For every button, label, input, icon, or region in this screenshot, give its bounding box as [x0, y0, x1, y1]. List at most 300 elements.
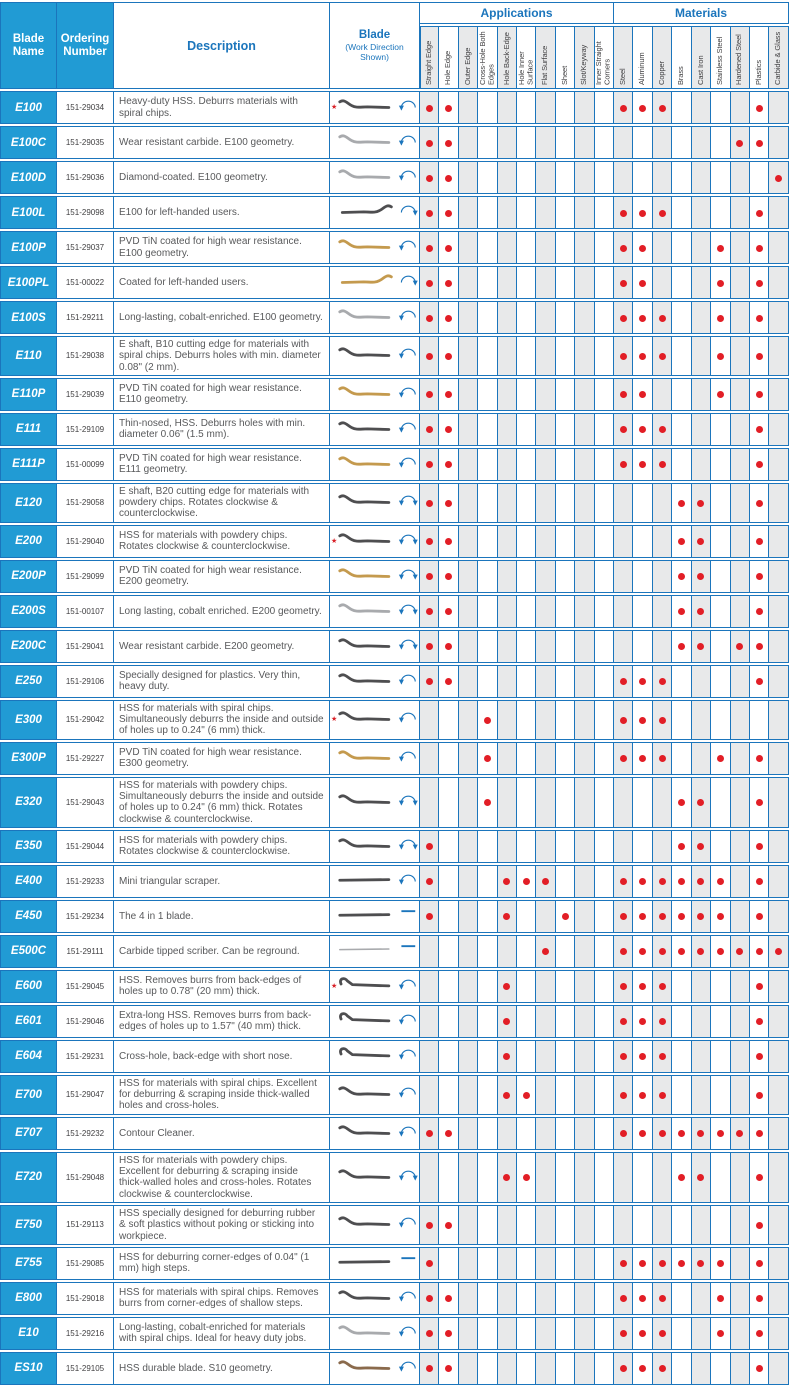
material-cell [653, 231, 672, 264]
applicability-dot-icon [678, 948, 685, 955]
blade-name-header: Blade Name [0, 2, 57, 89]
blade-row [0, 413, 789, 446]
material-cell [731, 126, 750, 159]
application-cell [575, 700, 594, 740]
material-cell [653, 935, 672, 968]
application-cell [420, 448, 439, 481]
applicability-dot-icon [620, 1295, 627, 1302]
applicability-dot-icon [659, 1130, 666, 1137]
applicability-dot-icon [639, 105, 646, 112]
material-cell [731, 830, 750, 863]
material-cell [653, 448, 672, 481]
material-cell [633, 742, 652, 775]
application-cell [439, 742, 458, 775]
application-cell [517, 865, 536, 898]
applicability-dot-icon [620, 461, 627, 468]
blade-row [0, 378, 789, 411]
applicability-dot-icon [659, 678, 666, 685]
material-cell [653, 1075, 672, 1115]
applicability-dot-icon [426, 1295, 433, 1302]
application-cell [595, 1352, 614, 1385]
applicability-dot-icon [426, 461, 433, 468]
applicability-dot-icon [639, 983, 646, 990]
application-cell [536, 413, 555, 446]
application-cell [439, 970, 458, 1003]
blade-name: E200C [0, 630, 57, 663]
application-cell [517, 413, 536, 446]
application-cell [498, 830, 517, 863]
blade-name: E120 [0, 483, 57, 523]
application-cell [459, 378, 478, 411]
application-cell [498, 1040, 517, 1073]
application-cell [420, 1152, 439, 1203]
application-cell [439, 91, 458, 124]
material-cell [614, 448, 633, 481]
application-cell [595, 91, 614, 124]
rotated-column-label: Cross-Hole Both Edges [477, 31, 496, 85]
application-cell [517, 91, 536, 124]
material-cell [653, 1352, 672, 1385]
application-cell [459, 935, 478, 968]
application-cell [459, 900, 478, 933]
material-cell [672, 742, 691, 775]
application-cell [420, 700, 439, 740]
application-cell [420, 196, 439, 229]
material-cell [692, 266, 711, 299]
blade-row [0, 970, 789, 1003]
applicability-dot-icon [639, 391, 646, 398]
blade-description: PVD TiN coated for high wear resistance. E200 geometry. [114, 560, 330, 593]
material-cell [731, 665, 750, 698]
blade-image-cell [330, 1282, 420, 1315]
applicability-dot-icon [659, 353, 666, 360]
applicability-dot-icon [736, 948, 743, 955]
blade-name: E707 [0, 1117, 57, 1150]
material-column-header [769, 26, 789, 89]
application-cell [439, 161, 458, 194]
material-cell [769, 483, 789, 523]
applicability-dot-icon [659, 210, 666, 217]
applicability-dot-icon [426, 643, 433, 650]
application-cell [517, 1040, 536, 1073]
material-cell [769, 900, 789, 933]
blade-description: Carbide tipped scriber. Can be reground. [114, 935, 330, 968]
applicability-dot-icon [659, 1365, 666, 1372]
ordering-number: 151-29098 [57, 196, 114, 229]
material-cell [731, 1205, 750, 1245]
application-cell [517, 161, 536, 194]
application-cell [575, 1075, 594, 1115]
material-cell [769, 665, 789, 698]
application-cell [575, 777, 594, 828]
blade-row [0, 1005, 789, 1038]
material-cell [633, 1317, 652, 1350]
material-cell [672, 336, 691, 376]
material-cell [672, 161, 691, 194]
blade-row [0, 865, 789, 898]
blade-name: E300 [0, 700, 57, 740]
blade-illustration [331, 197, 419, 223]
material-cell [672, 1152, 691, 1203]
applicability-dot-icon [756, 461, 763, 468]
application-cell [459, 301, 478, 334]
material-cell [711, 413, 730, 446]
applicability-dot-icon [659, 755, 666, 762]
application-cell [478, 231, 497, 264]
application-cell [595, 378, 614, 411]
applicability-dot-icon [756, 755, 763, 762]
application-cell [498, 1247, 517, 1280]
material-cell [692, 161, 711, 194]
material-cell [614, 665, 633, 698]
blade-image-cell [330, 1152, 420, 1203]
material-cell [769, 935, 789, 968]
material-cell [672, 630, 691, 663]
applicability-dot-icon [756, 799, 763, 806]
application-cell [517, 830, 536, 863]
applicability-dot-icon [639, 678, 646, 685]
blade-illustration [331, 449, 419, 475]
application-cell [517, 742, 536, 775]
material-cell [711, 1117, 730, 1150]
applicability-dot-icon [484, 799, 491, 806]
material-cell [750, 301, 769, 334]
applicability-dot-icon [717, 913, 724, 920]
application-cell [595, 1117, 614, 1150]
applications-group-header: Applications [420, 2, 614, 24]
material-cell [672, 865, 691, 898]
applicability-dot-icon [717, 315, 724, 322]
material-cell [769, 1205, 789, 1245]
blade-image-cell [330, 91, 420, 124]
application-cell [420, 970, 439, 1003]
material-cell [769, 630, 789, 663]
blade-name: E601 [0, 1005, 57, 1038]
blade-image-cell [330, 900, 420, 933]
material-cell [633, 301, 652, 334]
application-cell [439, 448, 458, 481]
material-cell [633, 126, 652, 159]
blade-row [0, 448, 789, 481]
material-cell [653, 1117, 672, 1150]
blade-row [0, 1117, 789, 1150]
material-cell [653, 777, 672, 828]
material-cell [731, 483, 750, 523]
blade-illustration [331, 414, 419, 440]
applicability-dot-icon [445, 1365, 452, 1372]
application-cell [439, 1117, 458, 1150]
applicability-dot-icon [756, 643, 763, 650]
material-cell [672, 1040, 691, 1073]
blade-row [0, 1247, 789, 1280]
material-cell [653, 161, 672, 194]
application-cell [459, 700, 478, 740]
application-cell [575, 448, 594, 481]
applicability-dot-icon [620, 280, 627, 287]
material-cell [672, 1117, 691, 1150]
material-cell [731, 1117, 750, 1150]
blade-image-cell [330, 1117, 420, 1150]
applicability-dot-icon [426, 140, 433, 147]
application-cell [517, 560, 536, 593]
application-cell [498, 91, 517, 124]
application-column-header [595, 26, 614, 89]
application-cell [575, 161, 594, 194]
material-cell [653, 1040, 672, 1073]
application-cell [478, 1040, 497, 1073]
application-cell [556, 448, 575, 481]
application-cell [556, 196, 575, 229]
application-cell [595, 935, 614, 968]
material-cell [633, 630, 652, 663]
material-cell [614, 560, 633, 593]
blade-description: PVD TiN coated for high wear resistance. E110 geometry. [114, 378, 330, 411]
blade-name: E100L [0, 196, 57, 229]
applicability-dot-icon [426, 678, 433, 685]
rotated-column-label: Flat Surface [540, 45, 550, 85]
material-cell [614, 1282, 633, 1315]
application-cell [575, 1040, 594, 1073]
material-column-header [653, 26, 672, 89]
blade-description: The 4 in 1 blade. [114, 900, 330, 933]
material-cell [653, 865, 672, 898]
application-cell [575, 1205, 594, 1245]
material-cell [653, 1205, 672, 1245]
rotated-column-label: Plastics [753, 59, 763, 85]
material-cell [750, 231, 769, 264]
material-cell [750, 1352, 769, 1385]
applicability-dot-icon [445, 1330, 452, 1337]
blade-description: Coated for left-handed users. [114, 266, 330, 299]
application-cell [595, 448, 614, 481]
application-cell [478, 1005, 497, 1038]
applicability-dot-icon [639, 878, 646, 885]
material-cell [731, 1005, 750, 1038]
material-cell [731, 525, 750, 558]
ordering-number: 151-29106 [57, 665, 114, 698]
blade-description: HSS for materials with spiral chips. Excellent for deburring & scraping inside thick-walled holes and cross-holes. [114, 1075, 330, 1115]
material-cell [711, 301, 730, 334]
application-cell [478, 378, 497, 411]
applicability-dot-icon [620, 1092, 627, 1099]
application-cell [459, 336, 478, 376]
blade-image-cell [330, 560, 420, 593]
ordering-number: 151-29227 [57, 742, 114, 775]
application-cell [478, 1352, 497, 1385]
material-cell [769, 1282, 789, 1315]
application-cell [498, 336, 517, 376]
material-cell [769, 1317, 789, 1350]
application-cell [536, 196, 555, 229]
material-cell [672, 1352, 691, 1385]
application-cell [556, 413, 575, 446]
application-cell [536, 448, 555, 481]
application-cell [459, 1205, 478, 1245]
ordering-number: 151-29041 [57, 630, 114, 663]
material-cell [653, 126, 672, 159]
blade-description: Diamond-coated. E100 geometry. [114, 161, 330, 194]
application-cell [420, 1282, 439, 1315]
application-cell [595, 1152, 614, 1203]
application-cell [420, 1247, 439, 1280]
blade-row [0, 91, 789, 124]
application-cell [517, 483, 536, 523]
application-cell [439, 865, 458, 898]
blade-description: Long-lasting, cobalt-enriched. E100 geometry. [114, 301, 330, 334]
blade-row [0, 266, 789, 299]
application-cell [517, 1205, 536, 1245]
applicability-dot-icon [523, 1092, 530, 1099]
applicability-dot-icon [659, 983, 666, 990]
material-cell [653, 483, 672, 523]
material-cell [633, 448, 652, 481]
material-cell [672, 231, 691, 264]
applicability-dot-icon [717, 391, 724, 398]
recommended-star-icon: ★ [331, 715, 338, 723]
ordering-number: 151-29111 [57, 935, 114, 968]
applicability-dot-icon [639, 210, 646, 217]
applicability-dot-icon [659, 1018, 666, 1025]
applicability-dot-icon [426, 843, 433, 850]
material-cell [633, 665, 652, 698]
blade-description: Heavy-duty HSS. Deburrs materials with spiral chips. [114, 91, 330, 124]
material-cell [653, 700, 672, 740]
applicability-dot-icon [756, 315, 763, 322]
applicability-dot-icon [717, 1260, 724, 1267]
applicability-dot-icon [659, 461, 666, 468]
blade-row [0, 560, 789, 593]
applicability-dot-icon [697, 1260, 704, 1267]
applicability-dot-icon [697, 799, 704, 806]
material-cell [750, 595, 769, 628]
blade-description: PVD TiN coated for high wear resistance. E111 geometry. [114, 448, 330, 481]
application-cell [595, 970, 614, 1003]
material-cell [750, 777, 769, 828]
blade-image-cell [330, 196, 420, 229]
material-cell [672, 378, 691, 411]
applicability-dot-icon [445, 175, 452, 182]
blade-image-cell [330, 266, 420, 299]
rotated-column-label: Outer Edge [462, 47, 472, 85]
application-cell [498, 413, 517, 446]
applicability-dot-icon [484, 717, 491, 724]
applicability-dot-icon [639, 1260, 646, 1267]
material-cell [731, 935, 750, 968]
ordering-number: 151-29216 [57, 1317, 114, 1350]
material-cell [633, 970, 652, 1003]
material-cell [653, 525, 672, 558]
material-cell [711, 1352, 730, 1385]
material-cell [711, 560, 730, 593]
application-cell [575, 665, 594, 698]
applicability-dot-icon [503, 878, 510, 885]
applicability-dot-icon [756, 913, 763, 920]
applicability-dot-icon [426, 315, 433, 322]
application-cell [536, 301, 555, 334]
blade-name: E100 [0, 91, 57, 124]
ordering-number: 151-29099 [57, 560, 114, 593]
application-cell [459, 196, 478, 229]
material-cell [653, 742, 672, 775]
applicability-dot-icon [620, 878, 627, 885]
blade-illustration [331, 1283, 419, 1309]
application-cell [575, 1117, 594, 1150]
application-cell [420, 266, 439, 299]
application-cell [556, 301, 575, 334]
ordering-number: 151-29040 [57, 525, 114, 558]
application-cell [459, 560, 478, 593]
material-cell [769, 865, 789, 898]
application-cell [595, 1005, 614, 1038]
ordering-number: 151-29232 [57, 1117, 114, 1150]
application-cell [575, 196, 594, 229]
rotated-column-label: Inner Straight Corners [594, 41, 612, 85]
material-cell [614, 1075, 633, 1115]
material-cell [731, 91, 750, 124]
application-cell [459, 1282, 478, 1315]
applicability-dot-icon [620, 391, 627, 398]
material-cell [731, 301, 750, 334]
blade-row [0, 700, 789, 740]
blade-illustration [331, 1006, 419, 1032]
application-cell [439, 665, 458, 698]
blade-row [0, 830, 789, 863]
material-cell [692, 1317, 711, 1350]
blade-description: HSS durable blade. S10 geometry. [114, 1352, 330, 1385]
application-column-header [498, 26, 517, 89]
application-cell [478, 1152, 497, 1203]
application-cell [517, 126, 536, 159]
application-cell [439, 413, 458, 446]
application-cell [556, 1005, 575, 1038]
application-cell [595, 196, 614, 229]
applicability-dot-icon [678, 1260, 685, 1267]
blade-illustration [331, 302, 419, 328]
ordering-number: 151-29043 [57, 777, 114, 828]
blade-row [0, 900, 789, 933]
applicability-dot-icon [756, 843, 763, 850]
application-cell [478, 266, 497, 299]
applicability-dot-icon [503, 1174, 510, 1181]
material-cell [769, 595, 789, 628]
material-cell [672, 91, 691, 124]
applicability-dot-icon [542, 878, 549, 885]
applicability-dot-icon [426, 538, 433, 545]
material-cell [750, 413, 769, 446]
applicability-dot-icon [426, 1330, 433, 1337]
blade-name: E111 [0, 413, 57, 446]
application-cell [517, 1247, 536, 1280]
blade-description: E shaft, B10 cutting edge for materials with spiral chips. Deburrs holes with min. diameter 0.08" (2 mm). [114, 336, 330, 376]
ordering-number: 151-00022 [57, 266, 114, 299]
material-cell [769, 560, 789, 593]
application-cell [459, 91, 478, 124]
applicability-dot-icon [678, 878, 685, 885]
applicability-dot-icon [562, 913, 569, 920]
applicability-dot-icon [756, 391, 763, 398]
material-cell [731, 231, 750, 264]
material-cell [711, 1005, 730, 1038]
material-cell [750, 742, 769, 775]
material-cell [731, 742, 750, 775]
material-cell [711, 378, 730, 411]
application-cell [498, 900, 517, 933]
material-cell [731, 378, 750, 411]
applicability-dot-icon [639, 1130, 646, 1137]
application-cell [420, 525, 439, 558]
blade-description: Extra-long HSS. Removes burrs from back-edges of holes up to 1.57" (40 mm) thick. [114, 1005, 330, 1038]
blade-illustration [331, 92, 419, 118]
